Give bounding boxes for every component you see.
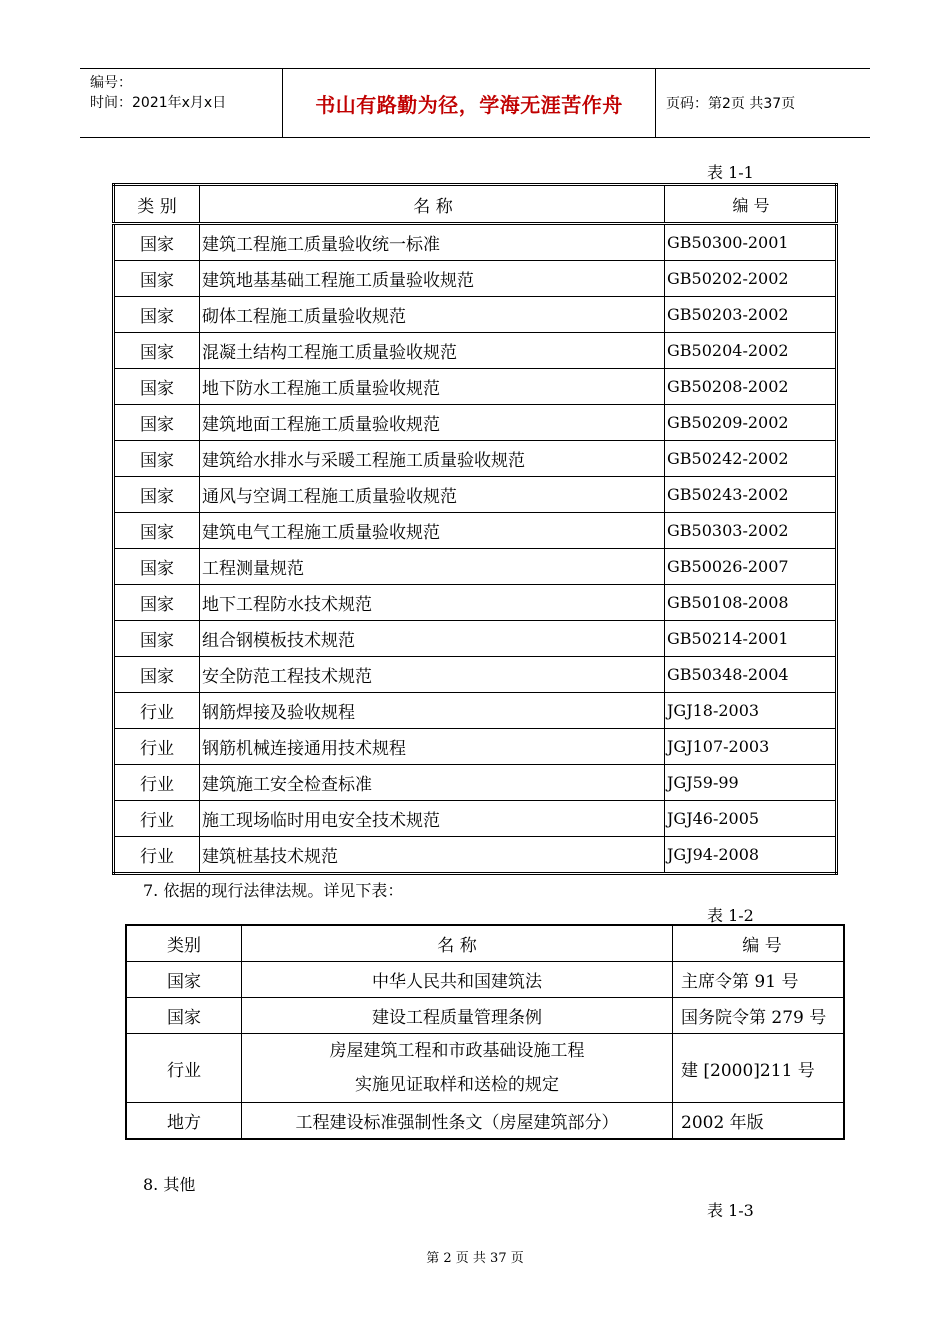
table1-caption: 表 1-1 — [707, 163, 754, 182]
table-row — [126, 1103, 844, 1140]
table-row — [114, 224, 837, 261]
row-standard-code: GB50348-2004 — [665, 657, 837, 693]
column-header-name: 名 称 — [242, 925, 673, 962]
row-standard-code: GB50203-2002 — [665, 297, 837, 333]
table-row — [126, 962, 844, 998]
row-standard-code: GB50303-2002 — [665, 513, 837, 549]
document-date: 时间：2021年x月x日 — [90, 95, 227, 111]
row-category: 行业 — [114, 693, 200, 729]
row-regulation-name — [242, 962, 673, 998]
row-standard-name: 地下防水工程施工质量验收规范 — [200, 369, 665, 405]
row-category: 国家 — [114, 657, 200, 693]
row-category: 行业 — [126, 1034, 242, 1103]
row-standard-name: 建筑给水排水与采暖工程施工质量验收规范 — [200, 441, 665, 477]
row-category: 国家 — [114, 513, 200, 549]
row-standard-code: GB50026-2007 — [665, 549, 837, 585]
row-standard-name: 砌体工程施工质量验收规范 — [200, 297, 665, 333]
row-category: 国家 — [126, 998, 242, 1034]
column-header-code: 编 号 — [665, 185, 837, 224]
row-category: 国家 — [126, 962, 242, 998]
row-standard-name: 安全防范工程技术规范 — [200, 657, 665, 693]
table-row — [114, 549, 837, 585]
standards-table-body — [114, 224, 837, 874]
row-standard-code: JGJ94-2008 — [665, 837, 837, 874]
row-regulation-name — [242, 1034, 673, 1103]
table-row — [114, 837, 837, 874]
row-category: 行业 — [114, 837, 200, 874]
column-header-category: 类别 — [126, 925, 242, 962]
row-category: 行业 — [114, 801, 200, 837]
row-category: 国家 — [114, 441, 200, 477]
row-regulation-code: 主席令第 91 号 — [673, 962, 845, 998]
row-standard-name: 建筑电气工程施工质量验收规范 — [200, 513, 665, 549]
column-header-code: 编 号 — [673, 925, 845, 962]
row-standard-code: GB50202-2002 — [665, 261, 837, 297]
row-standard-code: JGJ18-2003 — [665, 693, 837, 729]
row-standard-name: 建筑工程施工质量验收统一标准 — [200, 224, 665, 261]
regulation-name-line: 建设工程质量管理条例 — [372, 1008, 542, 1028]
row-standard-code: JGJ46-2005 — [665, 801, 837, 837]
row-regulation-code: 国务院令第 279 号 — [673, 998, 845, 1034]
row-category: 国家 — [114, 405, 200, 441]
page-header — [80, 68, 870, 138]
row-standard-name: 建筑施工安全检查标准 — [200, 765, 665, 801]
row-standard-code: GB50209-2002 — [665, 405, 837, 441]
header-meta — [80, 69, 282, 137]
header-motto: 书山有路勤为径，学海无涯苦作舟 — [282, 69, 656, 137]
column-header-category: 类 别 — [114, 185, 200, 224]
table-row — [114, 333, 837, 369]
table-row — [126, 1034, 844, 1103]
table-row — [114, 513, 837, 549]
standards-table — [112, 183, 838, 875]
table-row — [114, 765, 837, 801]
row-regulation-code: 2002 年版 — [673, 1103, 845, 1140]
header-page-info: 页码：第2页 共37页 — [666, 96, 796, 112]
row-category: 行业 — [114, 765, 200, 801]
row-standard-code: GB50242-2002 — [665, 441, 837, 477]
table-row — [114, 621, 837, 657]
row-standard-code: GB50208-2002 — [665, 369, 837, 405]
row-category: 国家 — [114, 224, 200, 261]
row-category: 地方 — [126, 1103, 242, 1140]
table-row — [114, 261, 837, 297]
row-standard-code: GB50108-2008 — [665, 585, 837, 621]
row-standard-code: GB50214-2001 — [665, 621, 837, 657]
table-row — [114, 693, 837, 729]
table-row — [114, 369, 837, 405]
regulation-name-line: 中华人民共和国建筑法 — [372, 972, 542, 992]
row-category: 国家 — [114, 621, 200, 657]
row-category: 国家 — [114, 369, 200, 405]
row-regulation-code: 建 [2000]211 号 — [673, 1034, 845, 1103]
row-category: 行业 — [114, 729, 200, 765]
regulation-name-line: 房屋建筑工程和市政基础设施工程 — [329, 1041, 585, 1061]
row-standard-name: 混凝土结构工程施工质量验收规范 — [200, 333, 665, 369]
row-standard-code: JGJ59-99 — [665, 765, 837, 801]
column-header-name: 名 称 — [200, 185, 665, 224]
row-standard-code: GB50243-2002 — [665, 477, 837, 513]
row-category: 国家 — [114, 261, 200, 297]
row-category: 国家 — [114, 477, 200, 513]
table2-caption: 表 1-2 — [707, 906, 754, 925]
row-standard-name: 地下工程防水技术规范 — [200, 585, 665, 621]
table-row — [126, 998, 844, 1034]
table-row — [114, 405, 837, 441]
row-regulation-name — [242, 998, 673, 1034]
table-row — [114, 801, 837, 837]
table-header-row — [126, 925, 844, 962]
regulations-table-body — [126, 962, 844, 1140]
table3-caption: 表 1-3 — [707, 1201, 754, 1220]
table-row — [114, 585, 837, 621]
row-standard-name: 施工现场临时用电安全技术规范 — [200, 801, 665, 837]
regulations-table — [125, 924, 845, 1140]
table-row — [114, 441, 837, 477]
row-standard-name: 工程测量规范 — [200, 549, 665, 585]
row-standard-code: GB50300-2001 — [665, 224, 837, 261]
row-regulation-name — [242, 1103, 673, 1140]
document-number-label: 编号： — [90, 75, 132, 91]
row-category: 国家 — [114, 549, 200, 585]
row-standard-name: 组合钢模板技术规范 — [200, 621, 665, 657]
regulation-name-line: 工程建设标准强制性条文（房屋建筑部分） — [295, 1113, 619, 1133]
row-category: 国家 — [114, 297, 200, 333]
row-standard-name: 钢筋机械连接通用技术规程 — [200, 729, 665, 765]
row-category: 国家 — [114, 333, 200, 369]
table-header-row — [114, 185, 837, 224]
section-7-heading: 7. 依据的现行法律法规。详见下表： — [143, 881, 404, 900]
row-standard-name: 钢筋焊接及验收规程 — [200, 693, 665, 729]
row-standard-name: 建筑地基基础工程施工质量验收规范 — [200, 261, 665, 297]
page-footer: 第 2 页 共 37 页 — [426, 1251, 524, 1266]
row-category: 国家 — [114, 585, 200, 621]
table-row — [114, 297, 837, 333]
row-standard-name: 建筑地面工程施工质量验收规范 — [200, 405, 665, 441]
regulation-name-line: 实施见证取样和送检的规定 — [355, 1075, 559, 1095]
table-row — [114, 729, 837, 765]
row-standard-code: GB50204-2002 — [665, 333, 837, 369]
row-standard-code: JGJ107-2003 — [665, 729, 837, 765]
section-8-heading: 8. 其他 — [143, 1175, 196, 1194]
table-row — [114, 477, 837, 513]
row-standard-name: 建筑桩基技术规范 — [200, 837, 665, 874]
table-row — [114, 657, 837, 693]
row-standard-name: 通风与空调工程施工质量验收规范 — [200, 477, 665, 513]
